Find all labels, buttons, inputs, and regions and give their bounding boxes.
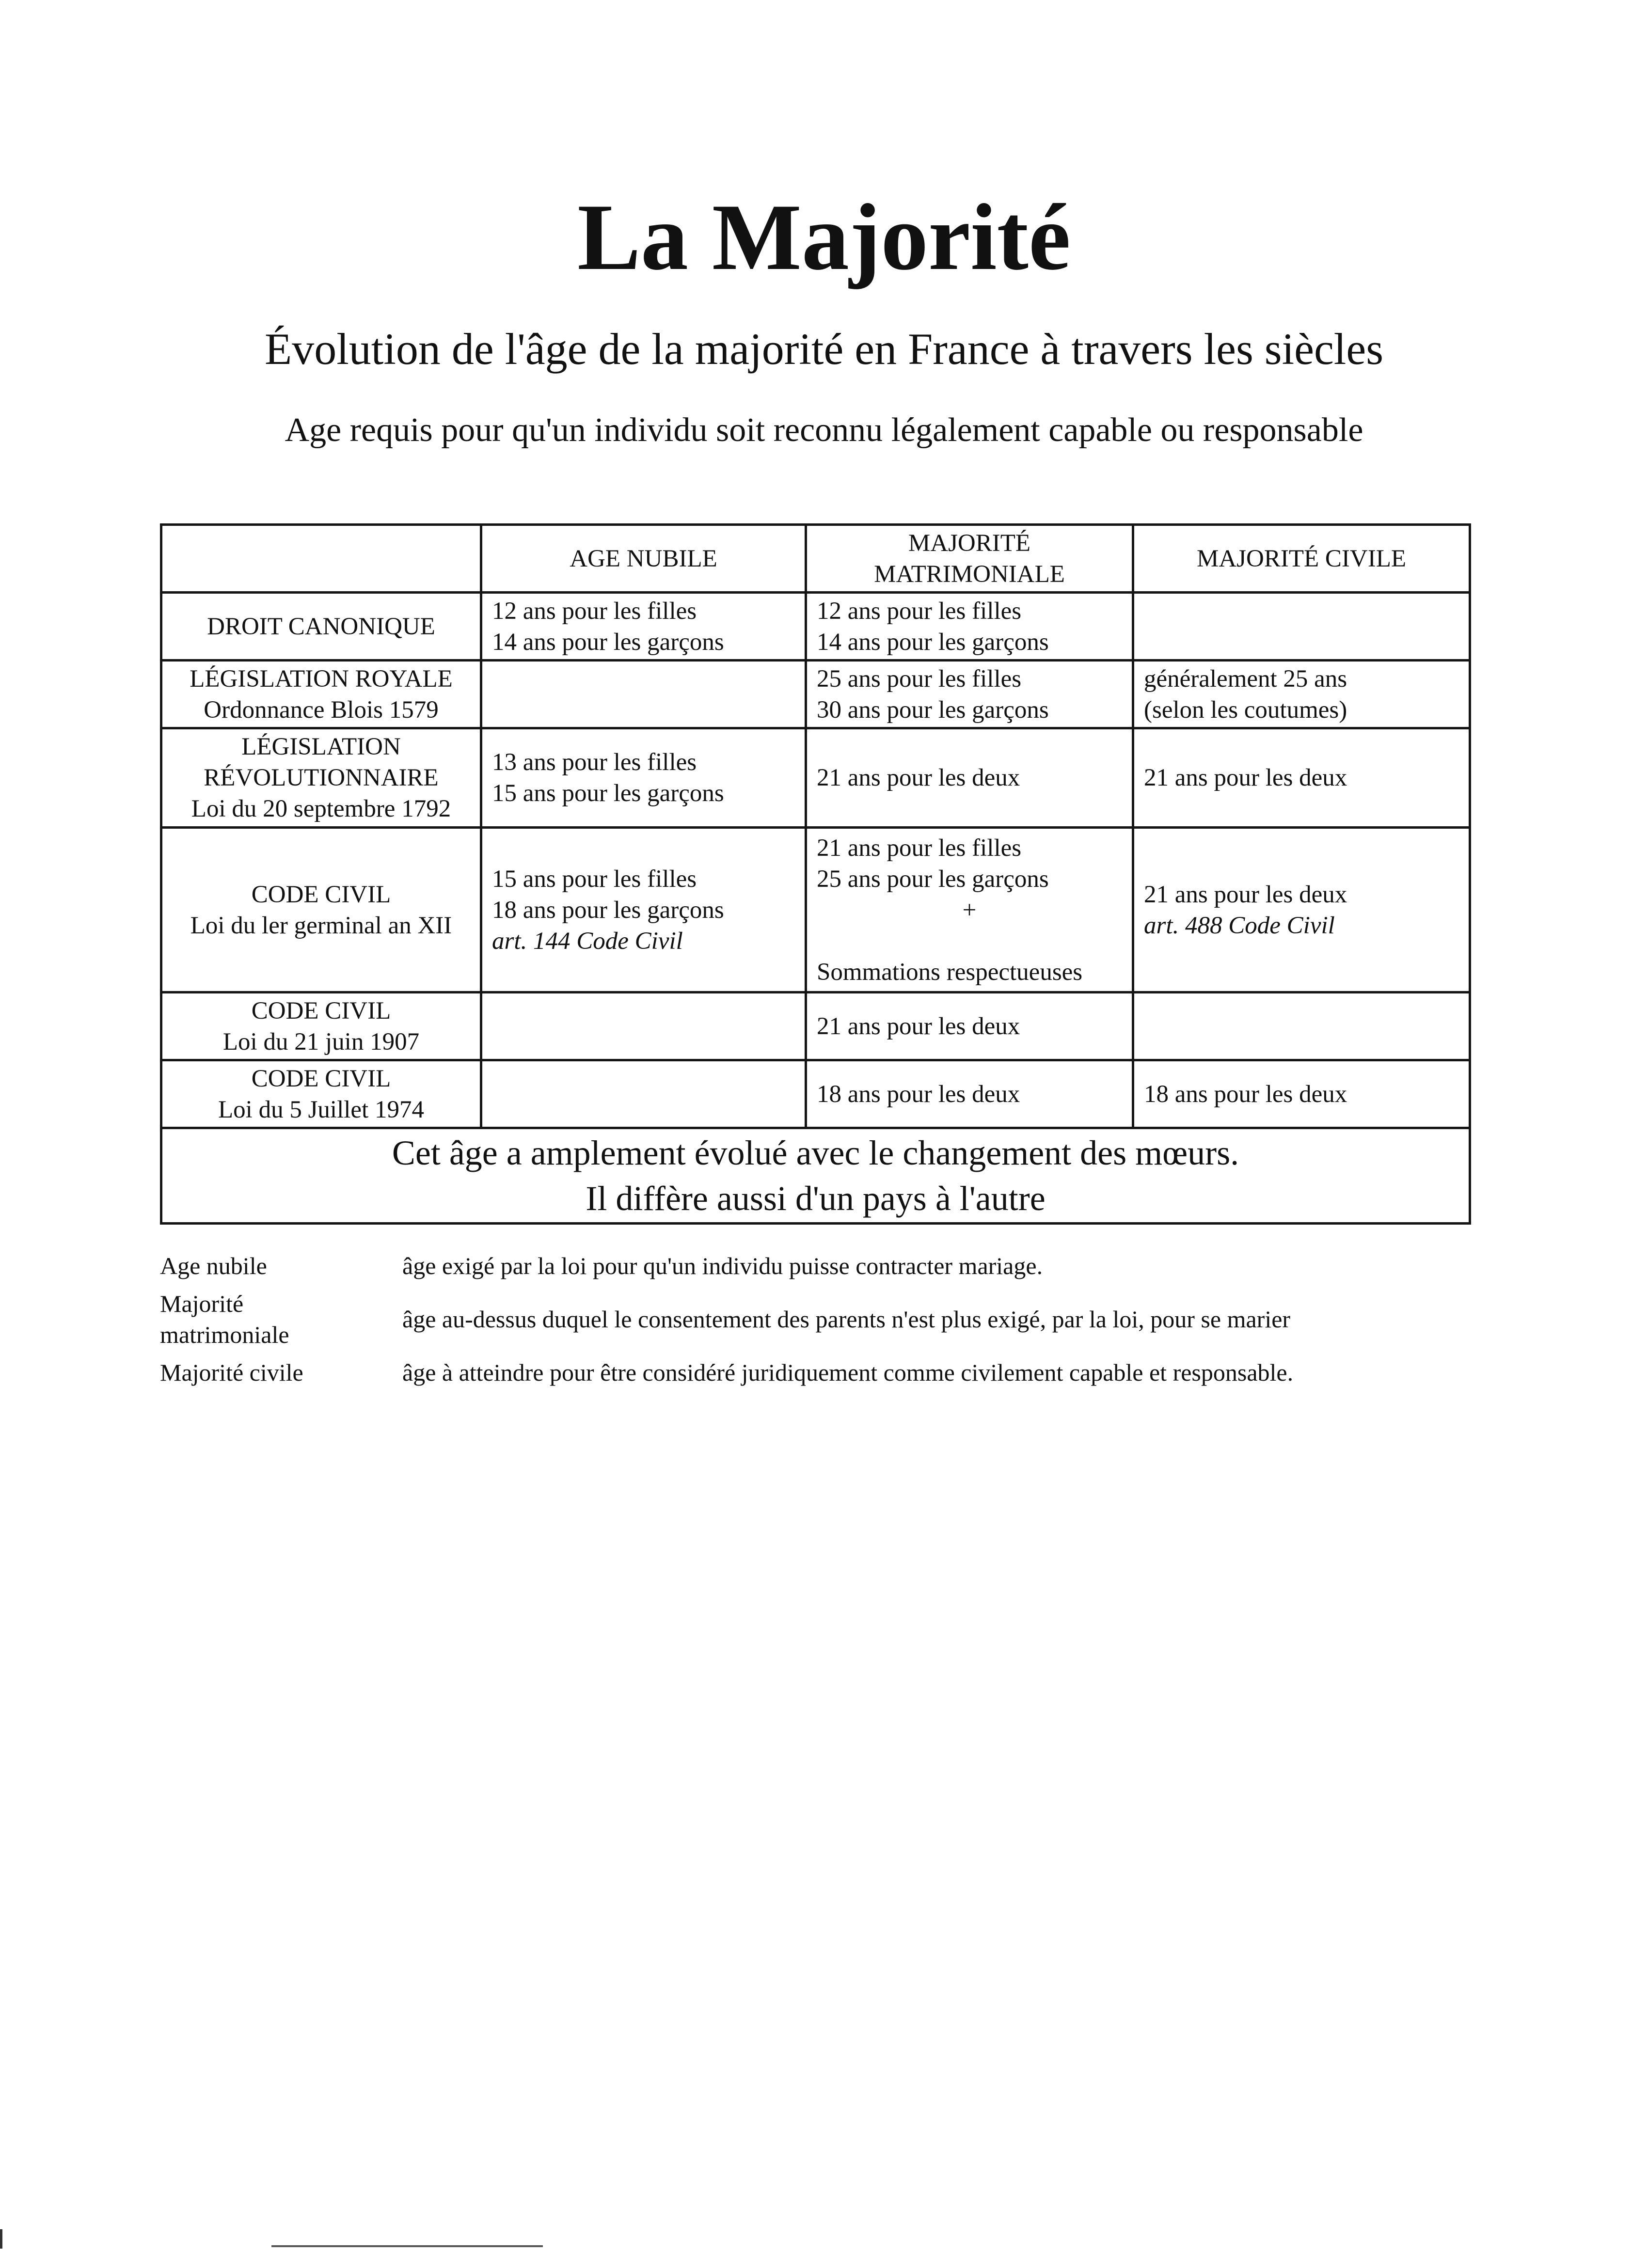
- cell-civile: 21 ans pour les deux art. 488 Code Civil: [1133, 828, 1470, 992]
- cell-matrimoniale: 18 ans pour les deux: [806, 1060, 1133, 1128]
- cell-civile: [1133, 593, 1470, 661]
- table-row: [161, 661, 1470, 728]
- cell-matrimoniale: 21 ans pour les deux: [806, 992, 1133, 1060]
- table-header-row: [161, 525, 1470, 593]
- glossary-definition: âge au-dessus duquel le consentement des parents n'est plus exigé, par la loi, pour se marier: [402, 1306, 1291, 1333]
- header-age-nubile: AGE NUBILE: [481, 525, 806, 593]
- glossary-item: [160, 1357, 1493, 1388]
- glossary-definition: âge exigé par la loi pour qu'un individu puisse contracter mariage.: [402, 1252, 1043, 1279]
- header-empty-cell: [161, 525, 481, 593]
- cell-nubile: 15 ans pour les filles 18 ans pour les garçons art. 144 Code Civil: [481, 828, 806, 992]
- glossary-item: [160, 1288, 1493, 1350]
- cell-matrimoniale: 12 ans pour les filles 14 ans pour les garçons: [806, 593, 1133, 661]
- glossary-term: Majorité civile: [160, 1359, 303, 1386]
- cell-nubile: [481, 992, 806, 1060]
- majority-table: [160, 523, 1471, 1225]
- table-row: [161, 992, 1470, 1060]
- table-row: [161, 1060, 1470, 1128]
- page-title: La Majorité: [577, 185, 1071, 290]
- scan-artifact-mark: [0, 2229, 2, 2249]
- cell-civile: 18 ans pour les deux: [1133, 1060, 1470, 1128]
- page-subsubtitle: Age requis pour qu'un individu soit reconnu légalement capable ou responsable: [285, 411, 1363, 449]
- glossary-definition: âge à atteindre pour être considéré juridiquement comme civilement capable et responsable.: [402, 1359, 1294, 1386]
- table-note: Cet âge a amplement évolué avec le changement des mœurs. Il diffère aussi d'un pays à l'autre: [161, 1128, 1470, 1224]
- row-label-code-civil-an-xii: CODE CIVIL Loi du ler germinal an XII: [161, 828, 481, 992]
- cell-nubile: [481, 1060, 806, 1128]
- table-row: [161, 728, 1470, 828]
- cell-nubile: 12 ans pour les filles 14 ans pour les garçons: [481, 593, 806, 661]
- header-majorite-matrimoniale: [806, 525, 1133, 593]
- header-majorite-matrimoniale-text: MAJORITÉ MATRIMONIALE: [874, 529, 1065, 588]
- row-label-code-civil-1907: CODE CIVIL Loi du 21 juin 1907: [161, 992, 481, 1060]
- cell-nubile: [481, 661, 806, 728]
- header-majorite-civile: MAJORITÉ CIVILE: [1133, 525, 1470, 593]
- table-row: [161, 828, 1470, 992]
- cell-matrimoniale: 25 ans pour les filles 30 ans pour les garçons: [806, 661, 1133, 728]
- article-reference: art. 488 Code Civil: [1144, 912, 1335, 939]
- table-row: [161, 593, 1470, 661]
- plus-sign: +: [962, 896, 977, 924]
- glossary-item: [160, 1250, 1493, 1281]
- cell-matrimoniale: 21 ans pour les deux: [806, 728, 1133, 828]
- row-label-legislation-royale: LÉGISLATION ROYALE Ordonnance Blois 1579: [161, 661, 481, 728]
- glossary-term: Majorité matrimoniale: [160, 1290, 289, 1348]
- scan-artifact-line: [271, 2245, 543, 2247]
- cell-civile: 21 ans pour les deux: [1133, 728, 1470, 828]
- row-label-code-civil-1974: CODE CIVIL Loi du 5 Juillet 1974: [161, 1060, 481, 1128]
- row-label-droit-canonique: DROIT CANONIQUE: [161, 593, 481, 661]
- glossary-term: Age nubile: [160, 1252, 267, 1279]
- page-subtitle: Évolution de l'âge de la majorité en France à travers les siècles: [265, 324, 1383, 374]
- cell-nubile: 13 ans pour les filles 15 ans pour les garçons: [481, 728, 806, 828]
- cell-matrimoniale: 21 ans pour les filles 25 ans pour les garçons + Sommations respectueuses: [806, 828, 1133, 992]
- article-reference: art. 144 Code Civil: [492, 927, 683, 955]
- cell-civile: [1133, 992, 1470, 1060]
- sommations-text: Sommations respectueuses: [817, 958, 1083, 986]
- cell-civile: généralement 25 ans (selon les coutumes): [1133, 661, 1470, 728]
- glossary: [160, 1250, 1493, 1395]
- row-label-legislation-revolutionnaire: LÉGISLATION RÉVOLUTIONNAIRE Loi du 20 septembre 1792: [161, 728, 481, 828]
- table-note-row: [161, 1128, 1470, 1224]
